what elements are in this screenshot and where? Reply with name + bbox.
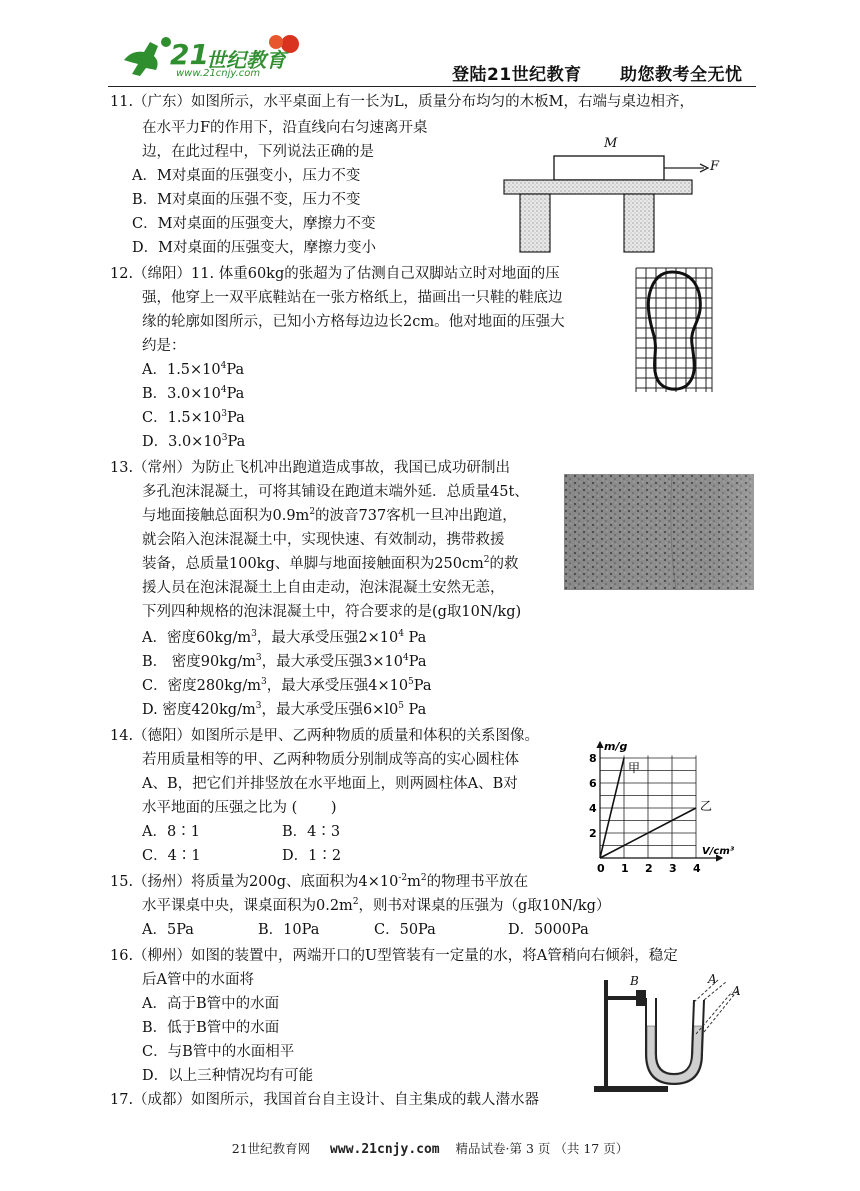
q14-option-c[interactable]: C．4∶1 <box>142 848 201 864</box>
q11-line1: 11.（广东）如图所示，水平桌面上有一长为L，质量分布均匀的木板M，右端与桌边相齐， <box>110 94 695 110</box>
x-tick-label: 2 <box>645 862 653 875</box>
q13-line7: 下列四种规格的泡沫混凝土中，符合要求的是(g取10N/kg) <box>142 604 522 620</box>
q13-b-e2: 4 <box>402 653 409 664</box>
q12-c-exp: 3 <box>221 409 227 420</box>
q13-b-3: Pa <box>408 654 427 670</box>
q16-option-c[interactable]: C．与B管中的水面相平 <box>142 1044 295 1060</box>
q13-line5-b: 的救 <box>489 556 519 572</box>
q14-option-d[interactable]: D．1∶2 <box>282 848 342 864</box>
q15-l1-exp2: 2 <box>420 873 427 884</box>
q12-a-unit: Pa <box>226 362 245 378</box>
q12-c-base: C．1.5×10 <box>142 410 222 426</box>
q12-a-base: A．1.5×10 <box>142 362 221 378</box>
q13-line3 <box>142 506 517 526</box>
q14-option-b[interactable]: B．4∶3 <box>282 824 341 840</box>
q15-l1-a: 15.（扬州）将质量为200g、底面积为4×10 <box>110 874 399 890</box>
q15-option-c[interactable]: C．50Pa <box>374 922 436 938</box>
q16-line1: 16.（柳州）如图的装置中，两端开口的U型管装有一定量的水，将A管稍向右倾斜，稳定 <box>110 948 678 964</box>
y-tick-label: 8 <box>589 752 597 765</box>
q13-line3-exp: 2 <box>309 507 316 518</box>
q12-line4: 约是： <box>142 338 186 354</box>
q15-l2-a: 水平课桌中央，课桌面积为0.2m <box>142 898 353 914</box>
q12-option-a[interactable] <box>142 360 244 380</box>
q13-d-1: D. 密度420kg/m <box>142 702 256 718</box>
logo-url: www.21cnjy.com <box>176 68 261 79</box>
y-tick-label: 6 <box>589 777 597 790</box>
series-label-2: 乙 <box>700 799 713 813</box>
series-label-1: 甲 <box>628 761 641 775</box>
q13-c-e1: 3 <box>260 677 267 688</box>
q15-l2-b: ，则书对课桌的压强为（g取10N/kg） <box>358 898 611 914</box>
q11-figure-table-board <box>500 134 740 258</box>
q13-a-1: A．密度60kg/m <box>142 630 252 646</box>
q11-option-a[interactable]: A．M对桌面的压强变小，压力不变 <box>132 168 361 184</box>
page-footer <box>0 1139 860 1157</box>
q16-option-b[interactable]: B．低于B管中的水面 <box>142 1020 280 1036</box>
q13-line1: 13.（常州）为防止飞机冲出跑道造成事故，我国已成功研制出 <box>110 460 511 476</box>
q12-b-base: B．3.0×10 <box>142 386 221 402</box>
q13-a-e1: 3 <box>251 629 257 640</box>
q16-label-a1: A <box>708 972 717 986</box>
q12-figure-shoe-grid <box>632 264 716 396</box>
q13-c-3: Pa <box>413 678 432 694</box>
q14-line4: 水平地面的压强之比为 ( ) <box>142 800 337 816</box>
q14-line2: 若用质量相等的甲、乙两种物质分别制成等高的实心圆柱体 <box>142 752 519 768</box>
q14-mass-volume-chart <box>586 728 746 876</box>
q13-b-e1: 3 <box>255 653 262 664</box>
q15-line2 <box>142 896 610 916</box>
q12-d-exp: 3 <box>221 433 228 444</box>
q15-option-a[interactable]: A．5Pa <box>142 922 194 938</box>
q12-b-unit: Pa <box>226 386 245 402</box>
y-tick-label: 4 <box>589 802 597 815</box>
q13-option-d[interactable] <box>142 700 426 720</box>
q11-line3: 边，在此过程中，下列说法正确的是 <box>142 144 374 160</box>
q13-d-e1: 3 <box>255 701 262 712</box>
q13-c-2: ，最大承受压强4×10 <box>266 678 409 694</box>
q11-label-m: M <box>604 136 618 151</box>
q14-line3: A、B，把它们并排竖放在水平地面上，则两圆柱体A、B对 <box>142 776 518 792</box>
header-divider <box>108 86 756 87</box>
x-tick-label: 0 <box>597 862 605 875</box>
q13-c-e2: 5 <box>408 677 414 688</box>
q15-option-d[interactable]: D．5000Pa <box>508 922 589 938</box>
y-tick-label: 2 <box>589 827 597 840</box>
q13-option-b[interactable] <box>142 652 426 672</box>
q14-line1: 14.（德阳）如图所示是甲、乙两种物质的质量和体积的关系图像。 <box>110 728 540 744</box>
footer-page-text: 精品试卷·第 3 页 （共 17 页） <box>455 1141 629 1156</box>
q12-d-unit: Pa <box>227 434 246 450</box>
logo-text: 世纪教育 <box>206 48 286 72</box>
q13-line3-b: 的波音737客机一旦冲出跑道， <box>315 508 517 524</box>
footer-site: 21世纪教育网 <box>231 1141 311 1156</box>
q12-option-d[interactable] <box>142 432 245 452</box>
x-tick-label: 1 <box>621 862 629 875</box>
q12-d-base: D．3.0×10 <box>142 434 222 450</box>
q13-option-a[interactable] <box>142 628 426 648</box>
q11-option-c[interactable]: C．M对桌面的压强变大，摩擦力不变 <box>132 216 376 232</box>
q12-line3: 缘的轮廓如图所示，已知小方格每边边长2cm。他对地面的压强大 <box>142 314 565 330</box>
q13-a-3: Pa <box>403 630 427 646</box>
q12-a-exp: 4 <box>220 361 227 372</box>
q15-option-b[interactable]: B．10Pa <box>258 922 320 938</box>
header-logo[interactable] <box>110 30 310 84</box>
q16-u-tube-apparatus <box>592 972 748 1094</box>
q13-line6: 援人员在泡沫混凝土上自由走动，泡沫混凝土安然无恙， <box>142 580 505 596</box>
q12-line2: 强，他穿上一双平底鞋站在一张方格纸上，描画出一只鞋的鞋底边 <box>142 290 563 306</box>
x-tick-label: 4 <box>693 862 701 875</box>
q16-label-b: B <box>630 974 639 988</box>
q13-d-3: Pa <box>403 702 427 718</box>
q16-option-d[interactable]: D．以上三种情况均有可能 <box>142 1068 314 1084</box>
chart-svg <box>586 728 746 876</box>
q13-line4: 就会陷入泡沫混凝土中，实现快速、有效制动，携带救援 <box>142 532 505 548</box>
q13-c-1: C．密度280kg/m <box>142 678 261 694</box>
q13-d-e2: 5 <box>398 701 404 712</box>
q13-d-2: ，最大承受压强6×l0 <box>261 702 399 718</box>
q13-figure-foam-concrete-photo <box>564 474 754 590</box>
q16-label-a2: A <box>732 984 741 998</box>
q13-line3-a: 与地面接触总面积为0.9m <box>142 508 310 524</box>
q16-line2: 后A管中的水面将 <box>142 972 254 988</box>
q13-line5 <box>142 554 519 574</box>
q11-label-f: F <box>710 159 720 174</box>
footer-url[interactable]: www.21cnjy.com <box>330 1142 440 1157</box>
q15-l1-b: m <box>407 874 421 890</box>
header-slogan-left: 登陆21世纪教育 <box>452 65 582 85</box>
q15-line1 <box>110 872 528 892</box>
q15-l1-exp: -2 <box>398 873 408 884</box>
q17-line1: 17.（成都）如图所示，我国首台自主设计、自主集成的载人潜水器 <box>110 1092 540 1108</box>
q13-line5-exp: 2 <box>483 555 490 566</box>
q13-line5-a: 装备，总质量100kg、单脚与地面接触面积为250cm <box>142 556 484 572</box>
header-slogan-right: 助您教考全无忧 <box>620 65 743 85</box>
q15-l2-exp: 2 <box>352 897 359 908</box>
q13-line2: 多孔泡沫混凝土，可将其铺设在跑道末端外延．总质量45t、 <box>142 484 529 500</box>
x-tick-label: 3 <box>669 862 677 875</box>
q12-option-c[interactable] <box>142 408 245 428</box>
q12-c-unit: Pa <box>227 410 245 426</box>
q13-b-1: B． 密度90kg/m <box>142 654 256 670</box>
q13-a-e2: 4 <box>398 629 404 640</box>
q16-option-a[interactable]: A．高于B管中的水面 <box>142 996 280 1012</box>
q13-option-c[interactable] <box>142 676 432 696</box>
q14-option-a[interactable]: A．8∶1 <box>142 824 200 840</box>
q12-b-exp: 4 <box>220 385 227 396</box>
q12-option-b[interactable] <box>142 384 244 404</box>
q11-option-d[interactable]: D．M对桌面的压强变大，摩擦力变小 <box>132 240 376 256</box>
q13-a-2: ，最大承受压强2×10 <box>256 630 399 646</box>
logo-number: 21 <box>170 38 209 71</box>
q15-l1-c: 的物理书平放在 <box>426 874 529 890</box>
q11-line2: 在水平力F的作用下，沿直线向右匀速离开桌 <box>142 120 428 136</box>
y-axis-label: m/g <box>604 740 628 753</box>
q11-option-b[interactable]: B．M对桌面的压强不变，压力不变 <box>132 192 361 208</box>
q12-line1: 12.（绵阳）11. 体重60kg的张超为了估测自己双脚站立时对地面的压 <box>110 266 560 282</box>
q13-b-2: ，最大承受压强3×10 <box>261 654 403 670</box>
x-axis-label: V/cm³ <box>702 846 735 857</box>
